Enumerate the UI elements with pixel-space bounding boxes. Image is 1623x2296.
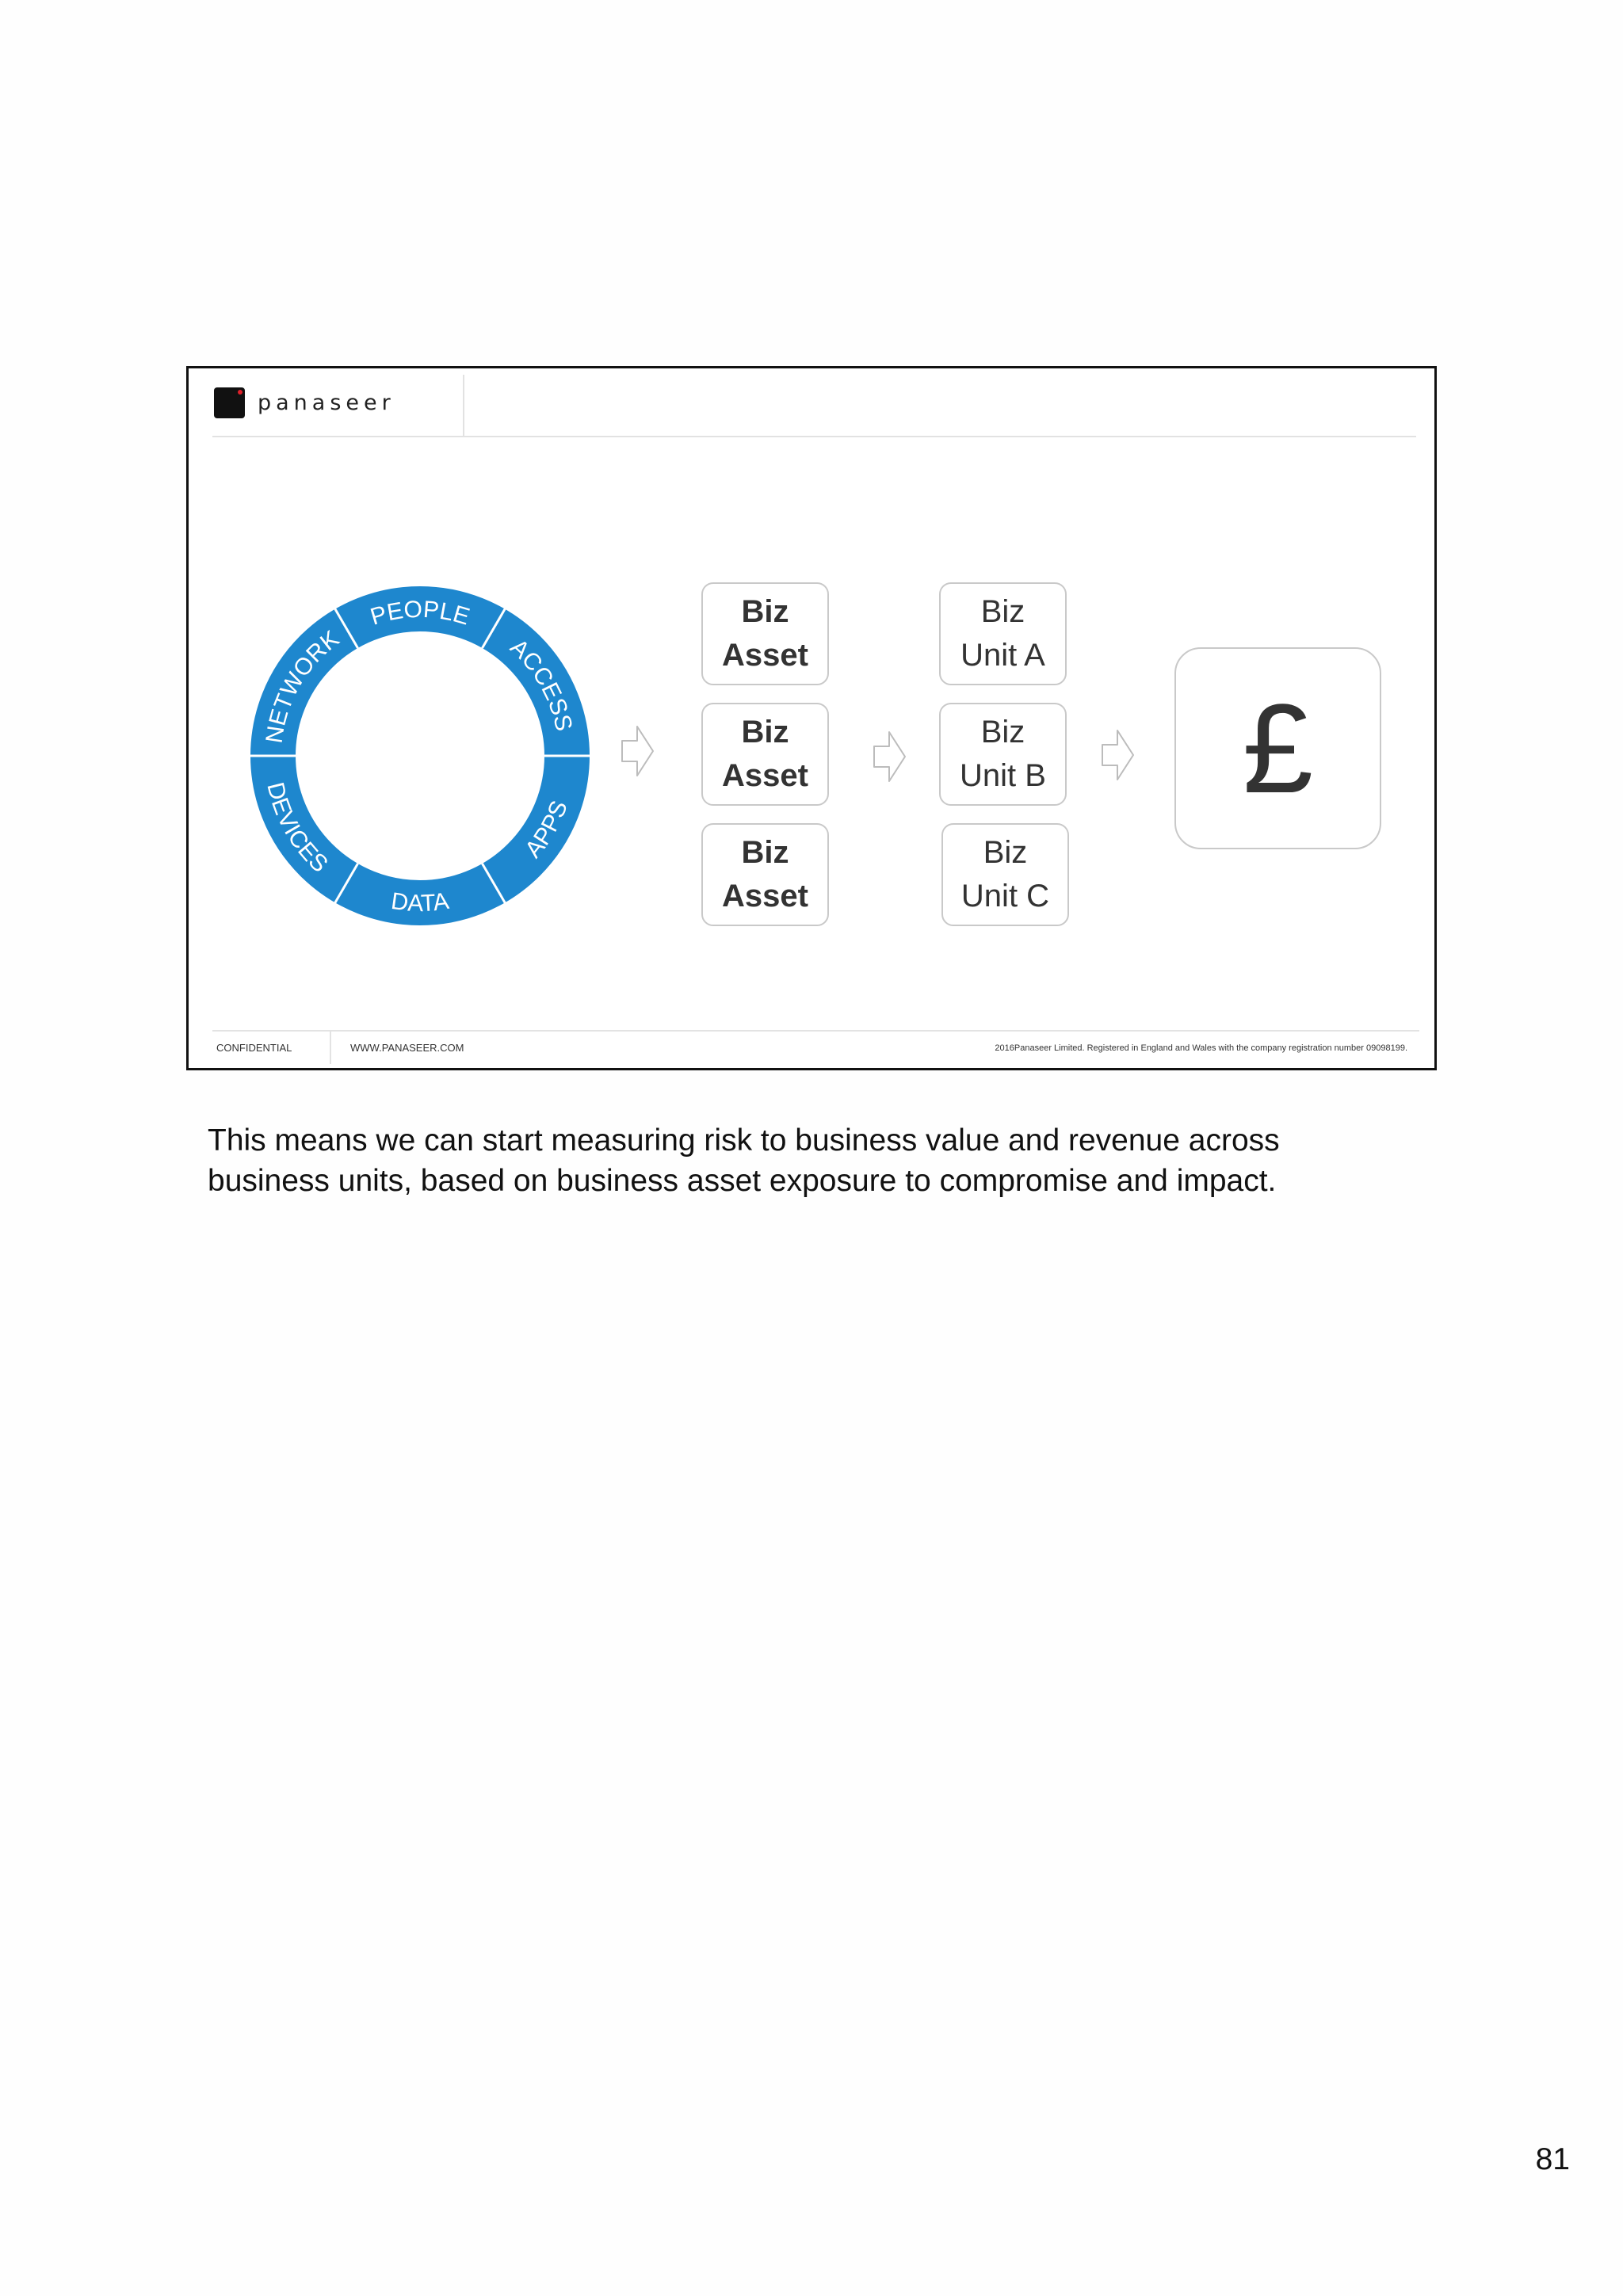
ring-label-apps-text: APPS	[520, 797, 573, 863]
arrow-right-icon	[621, 725, 655, 777]
business-asset-box	[701, 703, 829, 806]
business-unit-line2: Unit B	[960, 758, 1046, 793]
header-divider-horizontal	[212, 436, 1416, 437]
panaseer-logo-icon	[214, 387, 245, 418]
ring-label-access-text: ACCESS	[505, 634, 578, 734]
pound-symbol: £	[1243, 677, 1313, 819]
business-unit-line1: Biz	[980, 715, 1025, 749]
header-divider-vertical	[463, 375, 464, 437]
footer-divider-vertical	[330, 1031, 331, 1064]
business-unit-line2: Unit C	[960, 879, 1050, 913]
ring-label-people-text: PEOPLE	[367, 596, 473, 631]
business-asset-box	[701, 823, 829, 926]
footer-divider-horizontal	[212, 1030, 1419, 1032]
footer-website: WWW.PANASEER.COM	[350, 1042, 464, 1054]
business-asset-box	[701, 582, 829, 685]
arrow-right-icon	[1101, 729, 1136, 781]
business-asset-line1: Biz	[741, 594, 789, 629]
logo-wordmark: panaseer	[258, 391, 395, 415]
ring-label-data-text: DATA	[389, 887, 451, 917]
ring-label-data	[389, 888, 450, 917]
business-unit-box	[939, 582, 1067, 685]
business-unit-line1: Biz	[983, 835, 1028, 870]
security-domain-ring	[238, 574, 602, 938]
business-asset-line1: Biz	[741, 715, 789, 749]
footer-confidential: CONFIDENTIAL	[216, 1042, 292, 1054]
ring-label-devices-text: DEVICES	[262, 780, 333, 878]
business-asset-line1: Biz	[741, 835, 789, 870]
business-unit-box	[941, 823, 1069, 926]
business-asset-line2: Asset	[722, 758, 808, 793]
footer-copyright: 2016Panaseer Limited. Registered in England and Wales with the company registration number 09098199.	[995, 1043, 1407, 1053]
ring-label-network-text: NETWORK	[261, 625, 345, 746]
arrow-right-icon	[873, 730, 907, 783]
business-unit-line1: Biz	[980, 594, 1025, 629]
notes-line: This means we can start measuring risk to business value and revenue across	[208, 1123, 1280, 1158]
notes-line: business units, based on business asset exposure to compromise and impact.	[208, 1164, 1277, 1198]
logo-red-dot	[238, 390, 242, 395]
revenue-value-box	[1174, 647, 1381, 849]
speaker-notes	[208, 1120, 1280, 1201]
business-unit-line2: Unit A	[960, 638, 1045, 673]
business-unit-box	[939, 703, 1067, 806]
slide-frame	[186, 366, 1437, 1070]
business-asset-line2: Asset	[722, 879, 808, 913]
page-number: 81	[1535, 2142, 1570, 2176]
business-asset-line2: Asset	[722, 638, 808, 673]
